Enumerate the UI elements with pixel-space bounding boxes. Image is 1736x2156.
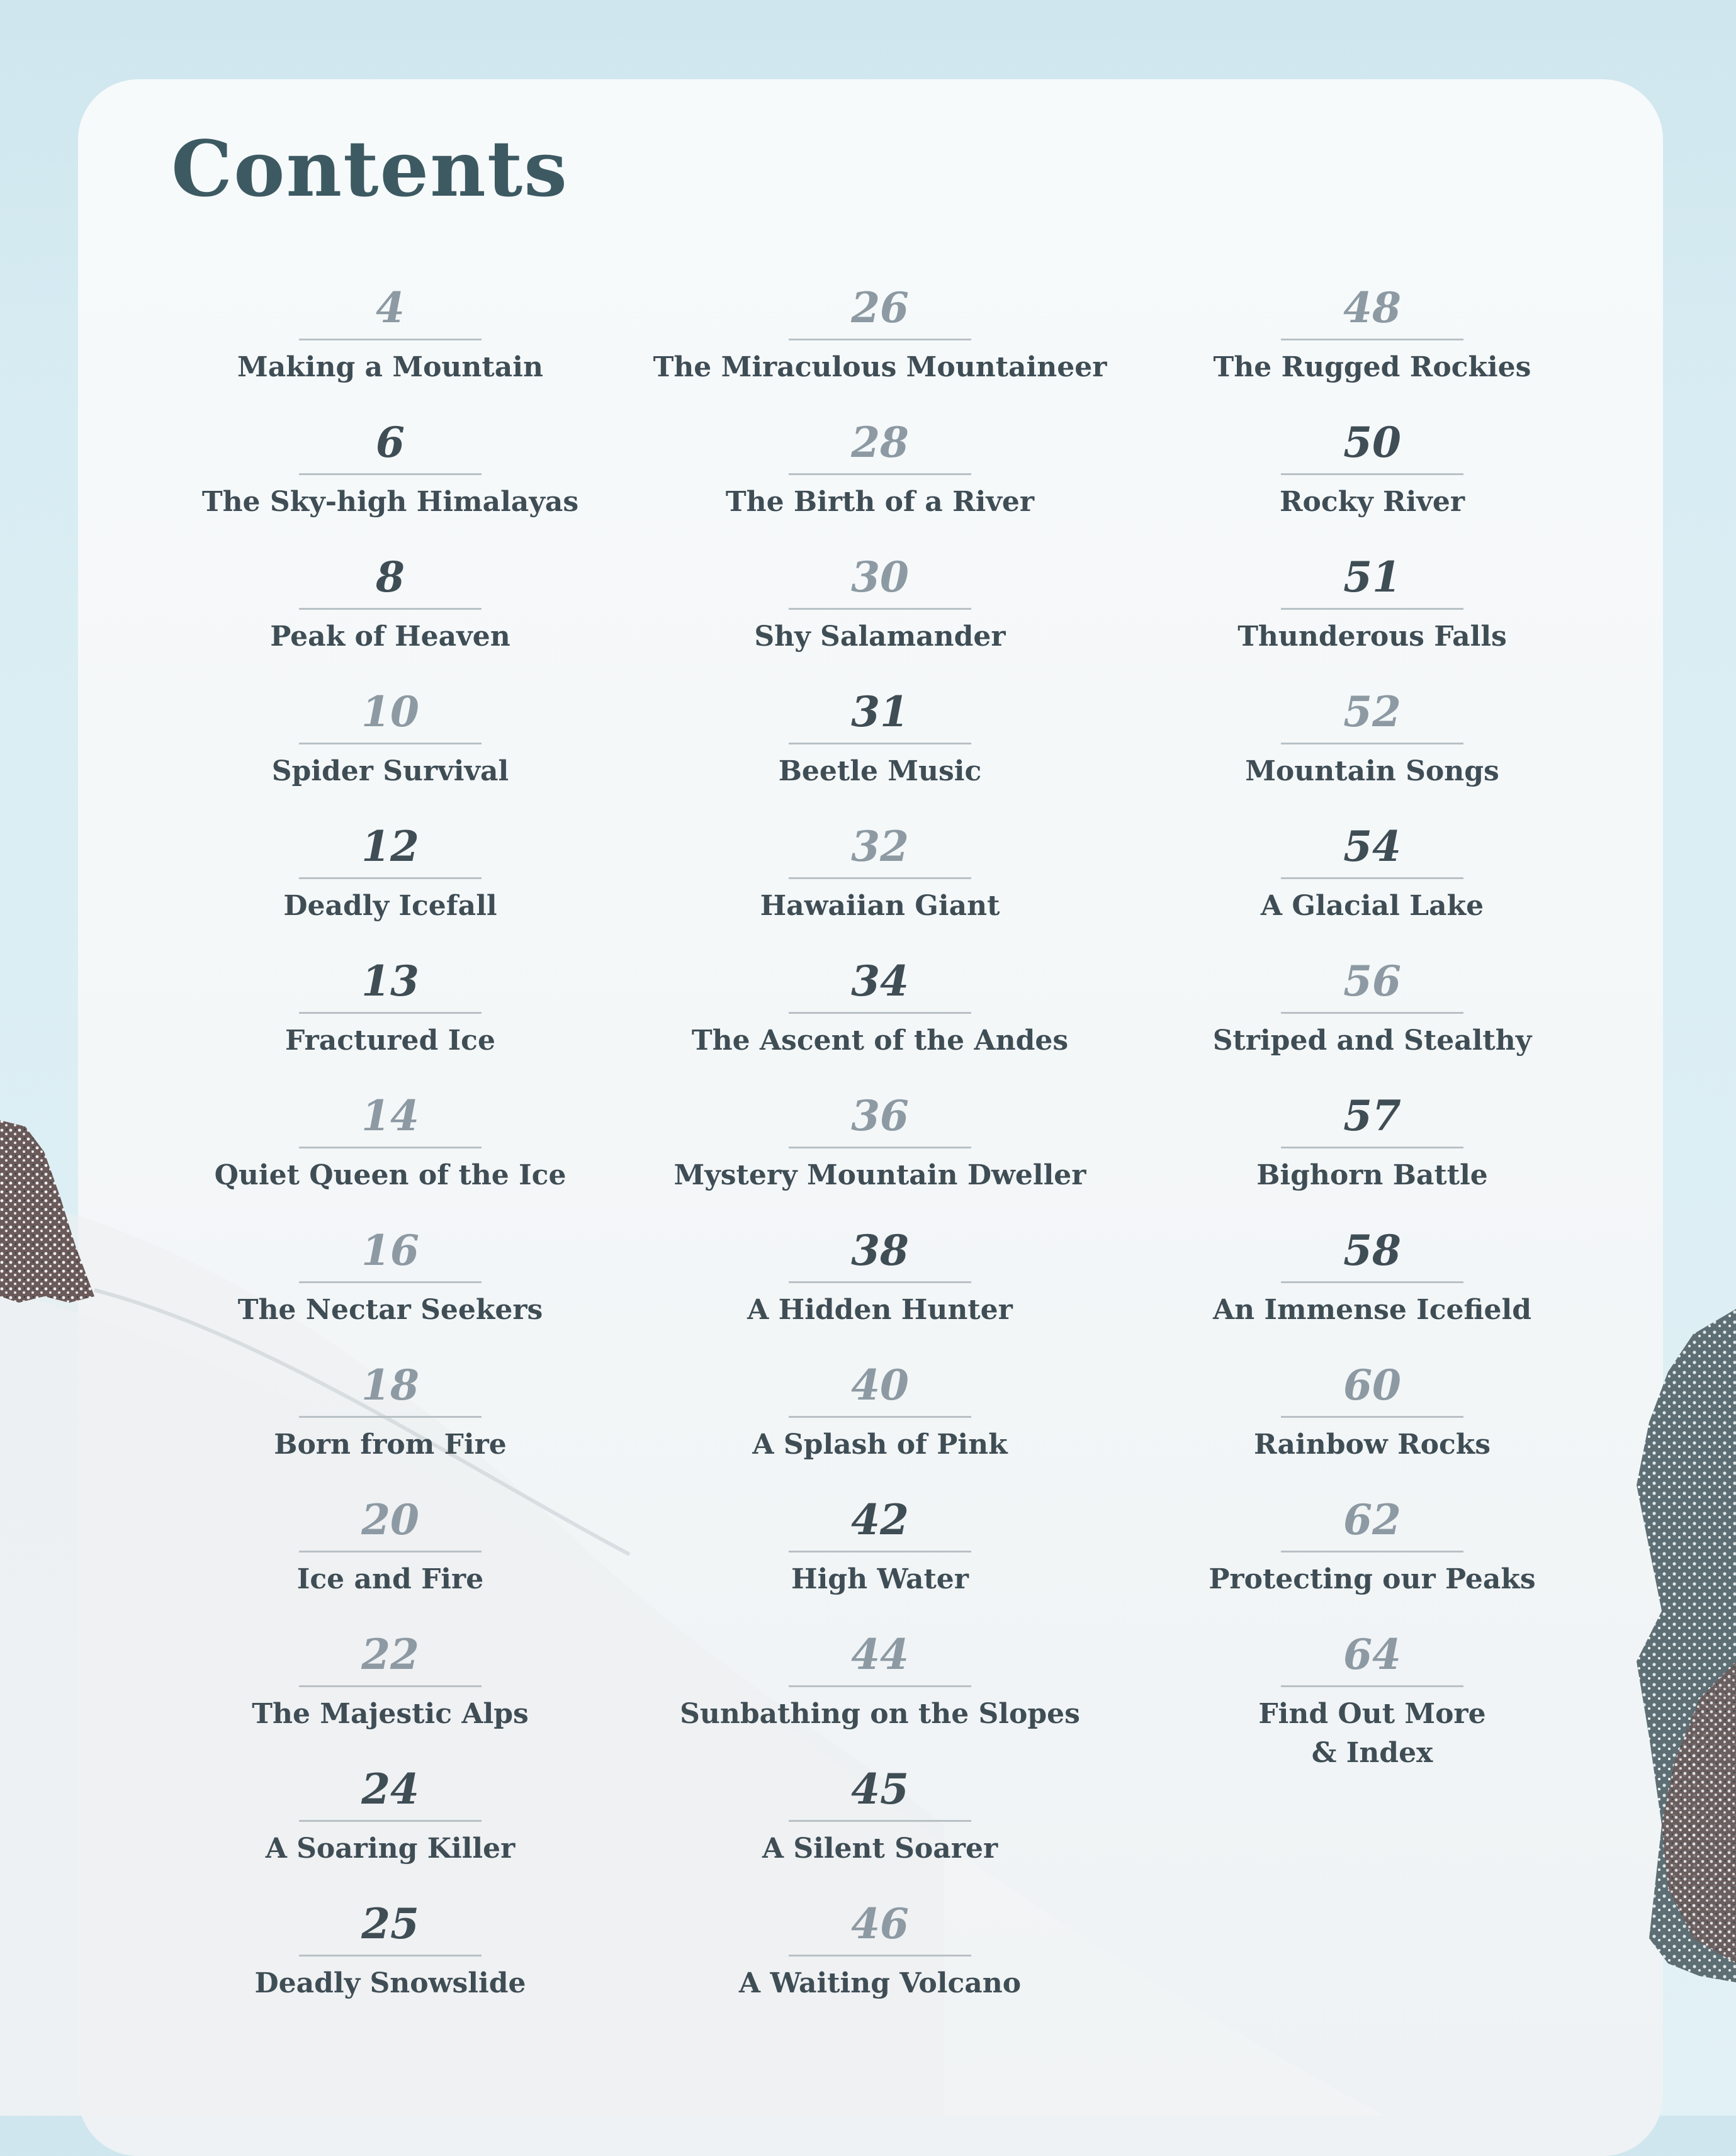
page-number: 16	[361, 1226, 419, 1275]
contents-column-3	[1120, 277, 1624, 1769]
page-number: 8	[376, 553, 405, 602]
section-title: Bighorn Battle	[1256, 1159, 1488, 1191]
section-title: Thunderous Falls	[1237, 620, 1507, 653]
page-number: 31	[851, 687, 909, 736]
section-title: The Rugged Rockies	[1213, 351, 1531, 383]
contents-entry	[1120, 546, 1624, 681]
contents-entry	[628, 1354, 1132, 1489]
page-number: 20	[361, 1495, 419, 1544]
section-title: Striped and Stealthy	[1212, 1025, 1532, 1057]
contents-entry	[138, 412, 642, 546]
divider	[789, 1147, 971, 1148]
contents-entry	[1120, 412, 1624, 546]
divider	[299, 339, 482, 340]
section-title: A Soaring Killer	[265, 1833, 516, 1865]
contents-entry	[138, 546, 642, 681]
section-title: Mystery Mountain Dweller	[674, 1159, 1086, 1191]
divider	[299, 1551, 482, 1552]
section-title: A Silent Soarer	[762, 1833, 998, 1865]
section-title: An Immense Icefield	[1212, 1294, 1532, 1326]
divider	[299, 743, 482, 744]
section-title: A Splash of Pink	[752, 1429, 1008, 1461]
divider	[789, 473, 971, 475]
section-title: The Sky-high Himalayas	[201, 486, 579, 518]
section-title: Rocky River	[1279, 486, 1465, 518]
section-title: Quiet Queen of the Ice	[214, 1159, 566, 1191]
contents-column-2	[628, 277, 1132, 2028]
contents-entry	[138, 1354, 642, 1489]
page-number: 36	[851, 1091, 909, 1140]
page-number: 45	[851, 1765, 909, 1814]
contents-entry	[138, 816, 642, 950]
divider	[789, 1416, 971, 1418]
divider	[1281, 1012, 1463, 1014]
contents-column-1	[138, 277, 642, 2028]
contents-entry	[138, 681, 642, 816]
contents-entry	[628, 1624, 1132, 1758]
contents-entry	[628, 1489, 1132, 1624]
contents-entry	[138, 277, 642, 412]
page-number: 44	[851, 1630, 909, 1679]
section-title: Deadly Icefall	[283, 890, 497, 922]
page-number: 46	[851, 1899, 909, 1948]
section-title: Protecting our Peaks	[1209, 1563, 1536, 1595]
contents-entry	[628, 546, 1132, 681]
page-number: 54	[1343, 822, 1401, 871]
contents-entry	[138, 950, 642, 1085]
contents-entry	[628, 950, 1132, 1085]
section-title: Sunbathing on the Slopes	[680, 1698, 1080, 1730]
page-number: 18	[361, 1361, 419, 1410]
page-number: 52	[1343, 687, 1401, 736]
divider	[1281, 608, 1463, 610]
divider	[1281, 1147, 1463, 1148]
divider	[1281, 473, 1463, 475]
page-number: 34	[851, 957, 909, 1006]
divider	[789, 608, 971, 610]
section-title: A Glacial Lake	[1260, 890, 1484, 922]
page-number: 62	[1343, 1495, 1401, 1544]
contents-entry	[1120, 950, 1624, 1085]
contents-entry	[138, 1624, 642, 1758]
contents-entry	[1120, 1624, 1624, 1769]
section-title: Hawaiian Giant	[760, 890, 1000, 922]
divider	[299, 1955, 482, 1957]
page-number: 56	[1343, 957, 1401, 1006]
page-number: 50	[1343, 418, 1401, 467]
page-number: 32	[851, 822, 909, 871]
contents-entry	[138, 1085, 642, 1220]
divider	[299, 1820, 482, 1822]
divider	[1281, 743, 1463, 744]
page-number: 25	[361, 1899, 419, 1948]
contents-entry	[138, 1220, 642, 1354]
section-title: Beetle Music	[778, 755, 982, 787]
page-number: 26	[851, 283, 909, 332]
page-number: 28	[851, 418, 909, 467]
page-number: 13	[361, 957, 419, 1006]
page-number: 30	[851, 553, 909, 602]
divider	[299, 1416, 482, 1418]
section-title: The Miraculous Mountaineer	[653, 351, 1107, 383]
divider	[1281, 1281, 1463, 1283]
divider	[1281, 1416, 1463, 1418]
section-title: Spider Survival	[271, 755, 509, 787]
divider	[789, 1281, 971, 1283]
divider	[789, 339, 971, 340]
page-number: 22	[361, 1630, 419, 1679]
divider	[299, 877, 482, 879]
page-number: 51	[1343, 553, 1401, 602]
contents-entry	[138, 1758, 642, 1893]
section-title: The Birth of a River	[725, 486, 1035, 518]
contents-entry	[628, 816, 1132, 950]
section-title: Deadly Snowslide	[254, 1967, 526, 1999]
contents-entry	[628, 277, 1132, 412]
divider	[299, 1685, 482, 1687]
contents-entry	[628, 1085, 1132, 1220]
divider	[1281, 877, 1463, 879]
page-number: 14	[361, 1091, 419, 1140]
page-title: Contents	[171, 123, 568, 214]
section-title: The Ascent of the Andes	[691, 1025, 1069, 1057]
contents-entry	[628, 1893, 1132, 2028]
contents-entry	[1120, 816, 1624, 950]
divider	[299, 608, 482, 610]
divider	[789, 1820, 971, 1822]
page-number: 4	[376, 283, 405, 332]
contents-entry	[1120, 277, 1624, 412]
section-title: Shy Salamander	[754, 620, 1006, 653]
section-title: Born from Fire	[274, 1429, 507, 1461]
divider	[789, 1551, 971, 1552]
section-title: A Hidden Hunter	[747, 1294, 1013, 1326]
divider	[299, 1012, 482, 1014]
page-number: 57	[1343, 1091, 1401, 1140]
section-title: High Water	[791, 1563, 969, 1595]
page-number: 12	[361, 822, 419, 871]
divider	[1281, 1685, 1463, 1687]
page-number: 58	[1343, 1226, 1401, 1275]
divider	[789, 1685, 971, 1687]
section-title: Mountain Songs	[1245, 755, 1499, 787]
section-title: Find Out More & Index	[1258, 1698, 1486, 1769]
contents-entry	[628, 681, 1132, 816]
section-title: Fractured Ice	[285, 1025, 495, 1057]
page-number: 38	[851, 1226, 909, 1275]
page-number: 60	[1343, 1361, 1401, 1410]
divider	[789, 743, 971, 744]
page-number: 10	[361, 687, 419, 736]
contents-entry	[1120, 1085, 1624, 1220]
divider	[299, 473, 482, 475]
page-number: 6	[376, 418, 405, 467]
divider	[789, 1955, 971, 1957]
contents-entry	[138, 1489, 642, 1624]
contents-entry	[628, 412, 1132, 546]
section-title: A Waiting Volcano	[738, 1967, 1022, 1999]
section-title: Rainbow Rocks	[1253, 1429, 1491, 1461]
page-number: 48	[1343, 283, 1401, 332]
contents-entry	[138, 1893, 642, 2028]
contents-entry	[1120, 1489, 1624, 1624]
section-title: Making a Mountain	[237, 351, 543, 383]
divider	[299, 1147, 482, 1148]
page-number: 64	[1343, 1630, 1401, 1679]
section-title: The Nectar Seekers	[237, 1294, 543, 1326]
section-title: Peak of Heaven	[270, 620, 510, 653]
page-number: 40	[851, 1361, 909, 1410]
contents-entry	[628, 1220, 1132, 1354]
divider	[789, 1012, 971, 1014]
divider	[789, 877, 971, 879]
divider	[299, 1281, 482, 1283]
section-title: Ice and Fire	[296, 1563, 484, 1595]
page-number: 42	[851, 1495, 909, 1544]
contents-entry	[628, 1758, 1132, 1893]
section-title: The Majestic Alps	[252, 1698, 529, 1730]
page-number: 24	[361, 1765, 419, 1814]
contents-entry	[1120, 1354, 1624, 1489]
contents-entry	[1120, 681, 1624, 816]
contents-entry	[1120, 1220, 1624, 1354]
divider	[1281, 339, 1463, 340]
divider	[1281, 1551, 1463, 1552]
